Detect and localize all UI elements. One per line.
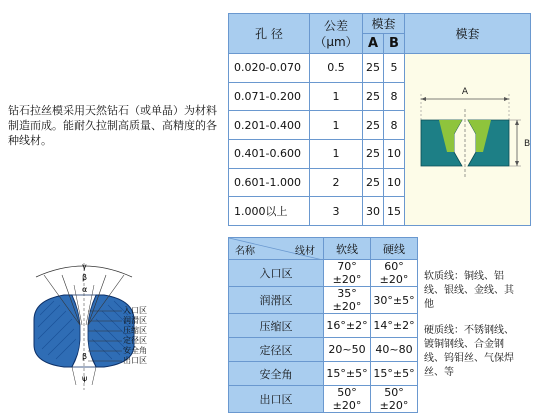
soft-value-cell: 15°±5° [324, 362, 371, 386]
zone-label: 润滑区 [123, 316, 147, 325]
a-cell: 25 [363, 82, 384, 111]
angle-beta-lower: β [82, 352, 88, 361]
col-hole-header: 孔 径 [229, 14, 310, 54]
hole-cell: 0.071-0.200 [229, 82, 310, 111]
col-hard-header: 硬线 [371, 238, 418, 260]
b-cell: 5 [384, 54, 405, 83]
hard-value-cell: 50°±20° [371, 386, 418, 413]
dim-a-label: A [461, 87, 469, 97]
zone-name-cell: 安全角 [229, 362, 324, 386]
zone-name-cell: 出口区 [229, 386, 324, 413]
header-name-label: 名称 [235, 246, 255, 257]
hole-cell: 0.020-0.070 [229, 54, 310, 83]
b-cell: 8 [384, 111, 405, 140]
tol-cell: 3 [310, 197, 363, 226]
soft-wire-note: 软质线：铜线、铝线、银线、金线、其他 [424, 271, 514, 310]
col-soft-header: 软线 [324, 238, 371, 260]
soft-value-cell: 20~50 [324, 338, 371, 362]
hole-cell: 0.201-0.400 [229, 111, 310, 140]
intro-text: 钻石拉丝模采用天然钻石（或单晶）为材料制造而成。能耐久拉制高质量、高精度的各种线材。 [8, 104, 217, 147]
soft-value-cell: 35°±20° [324, 287, 371, 314]
hole-cell: 1.000以上 [229, 197, 310, 226]
soft-value-cell: 16°±2° [324, 314, 371, 338]
b-cell: 15 [384, 197, 405, 226]
tol-cell: 2 [310, 168, 363, 197]
hard-wire-note: 硬质线：不锈钢线、镀铜钢线、合金钢线、钨钼丝、气保焊丝、等 [424, 325, 514, 378]
angle-beta: β [82, 273, 88, 282]
zone-label: 压缩区 [123, 326, 147, 335]
col-a-header: A [363, 34, 384, 54]
a-cell: 25 [363, 139, 384, 168]
zone-name-cell: 润滑区 [229, 287, 324, 314]
zone-name-cell: 压缩区 [229, 314, 324, 338]
tol-cell: 1 [310, 139, 363, 168]
hard-value-cell: 40~80 [371, 338, 418, 362]
a-cell: 25 [363, 54, 384, 83]
col-mold-header: 模套 [405, 14, 531, 54]
col-tol-header: 公差 （μm） [310, 14, 363, 54]
dim-b-label: B [524, 139, 530, 149]
zone-label: 出口区 [123, 356, 147, 365]
hard-value-cell: 30°±5° [371, 287, 418, 314]
spec-table [228, 13, 531, 226]
a-cell: 30 [363, 197, 384, 226]
zone-name-cell: 定径区 [229, 338, 324, 362]
name-wire-header [229, 238, 324, 260]
hole-cell: 0.601-1.000 [229, 168, 310, 197]
col-core-header: 模套 [363, 14, 405, 34]
angle-table [228, 237, 524, 413]
tol-cell: 0.5 [310, 54, 363, 83]
zone-name-cell: 入口区 [229, 260, 324, 287]
b-cell: 10 [384, 168, 405, 197]
header-wire-label: 线材 [295, 246, 315, 257]
mold-diagram [405, 54, 530, 222]
hole-cell: 0.401-0.600 [229, 139, 310, 168]
angle-gamma: γ [82, 262, 87, 271]
soft-value-cell: 70°±20° [324, 260, 371, 287]
tol-cell: 1 [310, 82, 363, 111]
tol-cell: 1 [310, 111, 363, 140]
hard-value-cell: 14°±2° [371, 314, 418, 338]
hard-value-cell: 60°±20° [371, 260, 418, 287]
zone-label: 入口区 [123, 306, 147, 315]
a-cell: 25 [363, 168, 384, 197]
angle-psi: ψ [82, 374, 88, 383]
soft-value-cell: 50°±20° [324, 386, 371, 413]
angle-alpha: α [82, 285, 88, 294]
mold-diagram-cell [405, 54, 531, 226]
zone-label: 安全角 [123, 346, 147, 355]
b-cell: 10 [384, 139, 405, 168]
col-b-header: B [384, 34, 405, 54]
wire-notes-cell [418, 238, 525, 413]
zone-label: 定径区 [123, 336, 147, 345]
a-cell: 25 [363, 111, 384, 140]
b-cell: 8 [384, 82, 405, 111]
hard-value-cell: 15°±5° [371, 362, 418, 386]
